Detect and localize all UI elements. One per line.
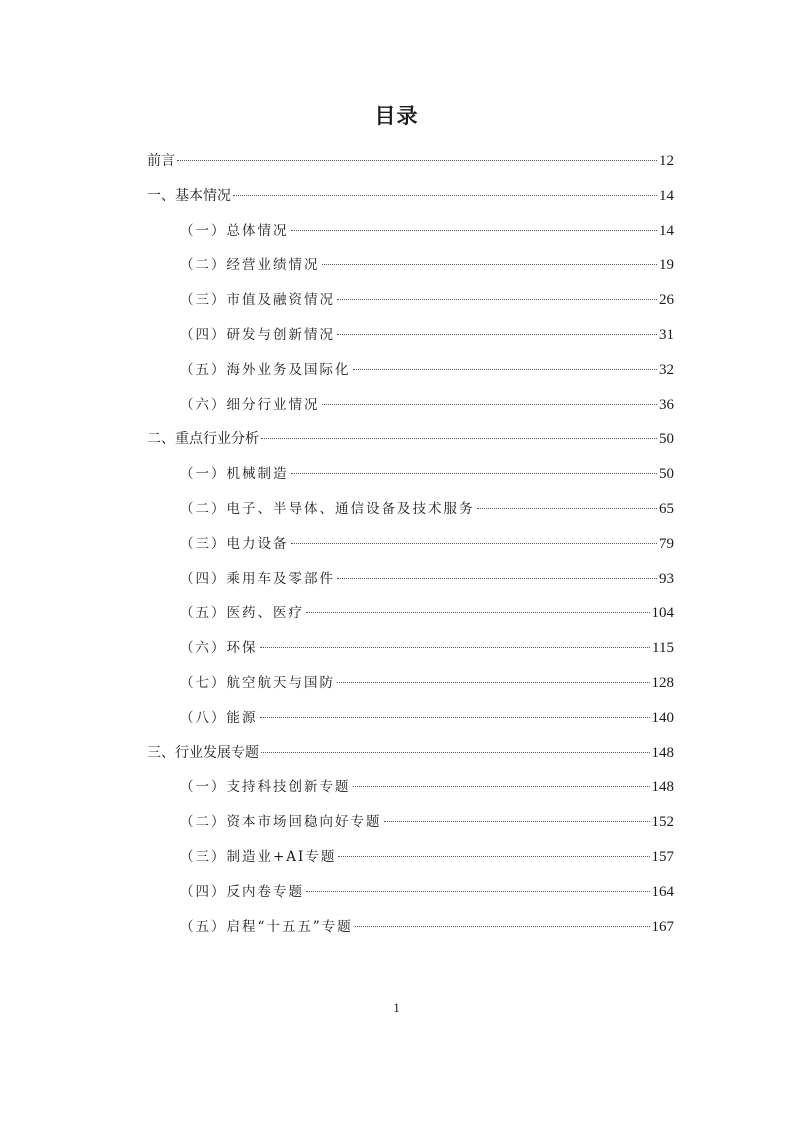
dot-leader <box>477 508 658 509</box>
toc-entry-label: 一、基本情况 <box>147 187 231 204</box>
toc-entry-label: 前言 <box>147 153 175 169</box>
toc-entry-label: （六）环保 <box>180 640 258 657</box>
toc-entry-label: （二）电子、半导体、通信设备及技术服务 <box>180 500 475 517</box>
page-title: 目录 <box>374 104 419 128</box>
toc-entry-label: （八）能源 <box>180 709 258 726</box>
toc-entry-page-number: 79 <box>659 535 674 552</box>
toc-entry-page-number: 115 <box>652 640 674 657</box>
dot-leader <box>260 647 651 648</box>
toc-entry-label: （三）市值及融资情况 <box>180 292 335 309</box>
dot-leader <box>337 334 657 335</box>
dot-leader <box>261 752 650 753</box>
toc-entry-page-number: 93 <box>659 570 674 587</box>
toc-subsection-entry[interactable] <box>147 216 674 251</box>
dot-leader <box>322 404 658 405</box>
toc-subsection-entry[interactable] <box>147 598 674 633</box>
toc-entry-page-number: 26 <box>659 292 674 309</box>
dot-leader <box>306 891 650 892</box>
toc-entry-page-number: 14 <box>659 187 674 204</box>
toc-subsection-entry[interactable] <box>147 320 674 355</box>
toc-entry-label: （二）资本市场回稳向好专题 <box>180 814 382 831</box>
toc-entry-page-number: 140 <box>651 709 674 726</box>
toc-entry-label: （一）总体情况 <box>180 222 289 239</box>
toc-subsection-entry[interactable] <box>147 668 674 703</box>
dot-leader <box>322 264 658 265</box>
dot-leader <box>384 821 650 822</box>
table-of-contents <box>147 146 674 946</box>
toc-subsection-entry[interactable] <box>147 459 674 494</box>
toc-subsection-entry[interactable] <box>147 912 674 947</box>
toc-entry-page-number: 104 <box>651 605 674 622</box>
toc-entry-page-number: 148 <box>651 744 674 761</box>
toc-entry-page-number: 128 <box>651 674 674 691</box>
dot-leader <box>353 369 658 370</box>
toc-entry-page-number: 164 <box>651 883 674 900</box>
toc-subsection-entry[interactable] <box>147 772 674 807</box>
toc-entry-label: （四）乘用车及零部件 <box>180 570 335 587</box>
dot-leader <box>355 926 650 927</box>
toc-entry-page-number: 36 <box>659 396 674 413</box>
toc-entry-label: （七）航空航天与国防 <box>180 674 335 691</box>
toc-entry-page-number: 19 <box>659 257 674 274</box>
toc-subsection-entry[interactable] <box>147 703 674 738</box>
toc-entry-label: （六）细分行业情况 <box>180 396 320 413</box>
toc-subsection-entry[interactable] <box>147 564 674 599</box>
toc-section-entry[interactable] <box>147 181 674 216</box>
toc-subsection-entry[interactable] <box>147 842 674 877</box>
dot-leader <box>261 438 657 439</box>
toc-subsection-entry[interactable] <box>147 285 674 320</box>
toc-entry-page-number: 65 <box>659 500 674 517</box>
toc-subsection-entry[interactable] <box>147 494 674 529</box>
toc-subsection-entry[interactable] <box>147 529 674 564</box>
dot-leader <box>337 578 657 579</box>
toc-entry-label: （四）研发与创新情况 <box>180 326 335 343</box>
toc-entry-page-number: 152 <box>651 814 674 831</box>
toc-entry-label: （三）电力设备 <box>180 535 289 552</box>
toc-entry-label: （一）支持科技创新专题 <box>180 779 351 796</box>
dot-leader <box>260 717 650 718</box>
dot-leader <box>291 543 658 544</box>
toc-entry-label: 二、重点行业分析 <box>147 431 259 448</box>
toc-entry-page-number: 32 <box>659 361 674 378</box>
dot-leader <box>177 160 657 161</box>
toc-subsection-entry[interactable] <box>147 807 674 842</box>
toc-entry-label: （五）启程“十五五”专题 <box>180 918 353 935</box>
page-number: 1 <box>393 1000 400 1015</box>
toc-entry-label: 三、行业发展专题 <box>147 744 259 761</box>
toc-entry-label: （五）海外业务及国际化 <box>180 361 351 378</box>
toc-subsection-entry[interactable] <box>147 877 674 912</box>
dot-leader <box>233 195 657 196</box>
toc-entry-page-number: 167 <box>651 918 674 935</box>
toc-entry-page-number: 148 <box>651 779 674 796</box>
toc-section-entry[interactable] <box>147 738 674 773</box>
toc-entry-page-number: 50 <box>659 466 674 483</box>
toc-entry-page-number: 12 <box>659 153 674 169</box>
toc-section-entry[interactable] <box>147 146 674 181</box>
dot-leader <box>337 299 657 300</box>
toc-subsection-entry[interactable] <box>147 250 674 285</box>
toc-subsection-entry[interactable] <box>147 390 674 425</box>
toc-section-entry[interactable] <box>147 424 674 459</box>
dot-leader <box>337 682 650 683</box>
toc-entry-page-number: 50 <box>659 431 674 448</box>
toc-entry-label: （五）医药、医疗 <box>180 605 304 622</box>
toc-entry-label: （二）经营业绩情况 <box>180 257 320 274</box>
toc-entry-page-number: 157 <box>651 848 674 865</box>
toc-entry-label: （三）制造业+AI专题 <box>180 848 337 865</box>
dot-leader <box>353 786 650 787</box>
toc-entry-label: （一）机械制造 <box>180 466 289 483</box>
dot-leader <box>306 612 650 613</box>
toc-entry-page-number: 14 <box>659 222 674 239</box>
toc-entry-label: （四）反内卷专题 <box>180 883 304 900</box>
toc-subsection-entry[interactable] <box>147 633 674 668</box>
dot-leader <box>291 473 658 474</box>
dot-leader <box>338 856 649 857</box>
toc-entry-page-number: 31 <box>659 326 674 343</box>
dot-leader <box>291 230 658 231</box>
toc-subsection-entry[interactable] <box>147 355 674 390</box>
